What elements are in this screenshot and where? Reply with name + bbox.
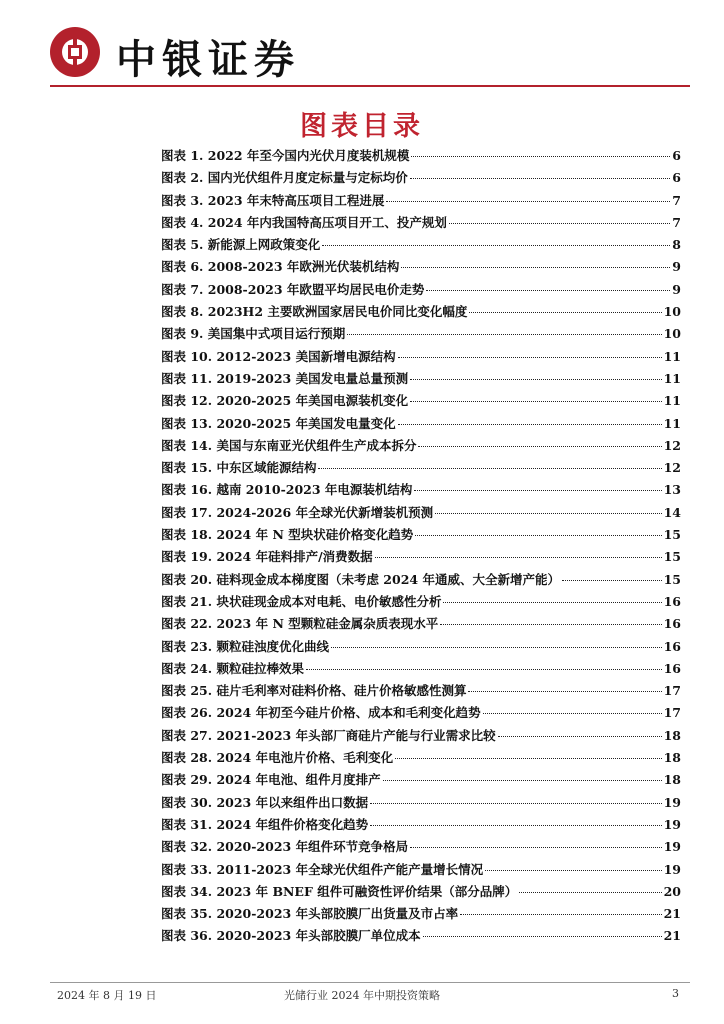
toc-entry-page: 9 bbox=[672, 281, 681, 297]
toc-entry-page: 9 bbox=[672, 259, 681, 275]
toc-entry-label: 图表 29. 2024 年电池、组件月度排产 bbox=[161, 772, 381, 788]
toc-leader-dots bbox=[398, 424, 662, 425]
toc-entry[interactable] bbox=[161, 592, 681, 614]
toc-leader-dots bbox=[485, 870, 662, 871]
toc-entry-label: 图表 26. 2024 年初至今硅片价格、成本和毛利变化趋势 bbox=[161, 705, 481, 721]
toc-leader-dots bbox=[410, 379, 662, 380]
toc-leader-dots bbox=[386, 201, 670, 202]
footer-report-title: 光储行业 2024 年中期投资策略 bbox=[284, 989, 440, 1002]
toc-entry-label: 图表 30. 2023 年以来组件出口数据 bbox=[161, 794, 369, 810]
toc-entry-page: 12 bbox=[663, 460, 681, 476]
toc-leader-dots bbox=[401, 267, 670, 268]
toc-entry-label: 图表 10. 2012-2023 美国新增电源结构 bbox=[161, 348, 396, 364]
toc-entry[interactable] bbox=[161, 391, 681, 413]
toc-entry-label: 图表 32. 2020-2023 年组件环节竞争格局 bbox=[161, 839, 409, 855]
toc-entry-label: 图表 28. 2024 年电池片价格、毛利变化 bbox=[161, 750, 394, 766]
toc-entry-page: 11 bbox=[663, 348, 681, 364]
toc-leader-dots bbox=[410, 401, 662, 402]
toc-entry-label: 图表 34. 2023 年 BNEF 组件可融资性评价结果（部分品牌） bbox=[161, 883, 518, 899]
toc-entry[interactable] bbox=[161, 904, 681, 926]
toc-entry-label: 图表 1. 2022 年至今国内光伏月度装机规模 bbox=[161, 148, 410, 163]
toc-entry-label: 图表 35. 2020-2023 年头部胶膜厂出货量及市占率 bbox=[161, 906, 459, 922]
toc-entry[interactable] bbox=[161, 191, 681, 213]
toc-entry-label: 图表 4. 2024 年内我国特高压项目开工、投产规划 bbox=[161, 214, 447, 230]
toc-leader-dots bbox=[449, 223, 670, 224]
toc-entry-page: 8 bbox=[672, 237, 681, 253]
toc-entry[interactable] bbox=[161, 703, 681, 725]
footer-divider bbox=[50, 982, 690, 983]
toc-entry-page: 21 bbox=[663, 906, 681, 922]
toc-entry-label: 图表 9. 美国集中式项目运行预期 bbox=[161, 326, 346, 342]
toc-entry[interactable] bbox=[161, 547, 681, 569]
toc-leader-dots bbox=[306, 669, 662, 670]
toc-leader-dots bbox=[411, 156, 670, 157]
toc-entry-label: 图表 14. 美国与东南亚光伏组件生产成本拆分 bbox=[161, 437, 417, 453]
toc-entry[interactable] bbox=[161, 369, 681, 391]
toc-leader-dots bbox=[318, 468, 661, 469]
toc-entry[interactable] bbox=[161, 168, 681, 190]
toc-entry-page: 15 bbox=[663, 527, 681, 543]
toc-entry-label: 图表 2. 国内光伏组件月度定标量与定标均价 bbox=[161, 170, 408, 186]
toc-entry-page: 16 bbox=[663, 660, 681, 676]
toc-entry-page: 19 bbox=[663, 861, 681, 877]
toc-entry-label: 图表 19. 2024 年硅料排产/消费数据 bbox=[161, 549, 373, 565]
toc-entry-page: 10 bbox=[663, 304, 681, 320]
toc-entry[interactable] bbox=[161, 436, 681, 458]
toc-entry-label: 图表 15. 中东区域能源结构 bbox=[161, 460, 317, 476]
toc-entry[interactable] bbox=[161, 882, 681, 904]
toc-entry[interactable] bbox=[161, 659, 681, 681]
toc-entry[interactable] bbox=[161, 213, 681, 235]
toc-entry-label: 图表 23. 颗粒硅浊度优化曲线 bbox=[161, 638, 329, 654]
toc-entry[interactable] bbox=[161, 414, 681, 436]
toc-entry[interactable] bbox=[161, 480, 681, 502]
toc-entry-page: 16 bbox=[663, 593, 681, 609]
toc-entry-label: 图表 21. 块状硅现金成本对电耗、电价敏感性分析 bbox=[161, 593, 442, 609]
toc-entry[interactable] bbox=[161, 280, 681, 302]
toc-entry-page: 6 bbox=[672, 170, 681, 186]
toc-entry-page: 7 bbox=[672, 214, 681, 230]
table-of-figures bbox=[161, 146, 681, 949]
toc-entry-page: 11 bbox=[663, 370, 681, 386]
toc-entry-page: 19 bbox=[663, 839, 681, 855]
toc-entry[interactable] bbox=[161, 324, 681, 346]
toc-entry[interactable] bbox=[161, 770, 681, 792]
toc-entry[interactable] bbox=[161, 570, 681, 592]
footer-date: 2024 年 8 月 19 日 bbox=[57, 989, 157, 1002]
toc-entry-page: 19 bbox=[663, 794, 681, 810]
toc-leader-dots bbox=[383, 780, 662, 781]
toc-entry-page: 11 bbox=[663, 393, 681, 409]
toc-entry-label: 图表 6. 2008-2023 年欧洲光伏装机结构 bbox=[161, 259, 400, 275]
toc-entry-page: 15 bbox=[663, 549, 681, 565]
toc-entry[interactable] bbox=[161, 503, 681, 525]
toc-entry-label: 图表 20. 硅料现金成本梯度图（未考虑 2024 年通威、大全新增产能） bbox=[161, 571, 560, 587]
toc-leader-dots bbox=[370, 825, 662, 826]
toc-entry-label: 图表 12. 2020-2025 年美国电源装机变化 bbox=[161, 393, 409, 409]
toc-entry-page: 16 bbox=[663, 616, 681, 632]
toc-entry-page: 12 bbox=[663, 437, 681, 453]
bank-of-china-logo-icon bbox=[50, 27, 100, 77]
toc-leader-dots bbox=[435, 513, 662, 514]
toc-entry[interactable] bbox=[161, 837, 681, 859]
toc-entry-label: 图表 16. 越南 2010-2023 年电源装机结构 bbox=[161, 482, 413, 498]
toc-entry-page: 20 bbox=[663, 883, 681, 899]
toc-entry[interactable] bbox=[161, 146, 681, 168]
toc-entry[interactable] bbox=[161, 302, 681, 324]
toc-entry[interactable] bbox=[161, 748, 681, 770]
toc-entry-page: 11 bbox=[663, 415, 681, 431]
toc-leader-dots bbox=[410, 178, 671, 179]
toc-entry[interactable] bbox=[161, 347, 681, 369]
toc-entry-page: 10 bbox=[663, 326, 681, 342]
toc-entry-page: 21 bbox=[663, 928, 681, 944]
toc-entry[interactable] bbox=[161, 637, 681, 659]
toc-entry-page: 18 bbox=[663, 772, 681, 788]
toc-entry-label: 图表 22. 2023 年 N 型颗粒硅金属杂质表现水平 bbox=[161, 616, 439, 632]
toc-leader-dots bbox=[414, 490, 661, 491]
toc-entry-label: 图表 27. 2021-2023 年头部厂商硅片产能与行业需求比较 bbox=[161, 727, 496, 743]
header-divider bbox=[50, 85, 690, 87]
toc-entry-label: 图表 3. 2023 年末特高压项目工程进展 bbox=[161, 192, 385, 208]
toc-leader-dots bbox=[322, 245, 670, 246]
toc-entry-label: 图表 25. 硅片毛利率对硅料价格、硅片价格敏感性测算 bbox=[161, 683, 467, 699]
toc-entry-label: 图表 11. 2019-2023 美国发电量总量预测 bbox=[161, 370, 409, 386]
toc-entry[interactable] bbox=[161, 614, 681, 636]
toc-entry-page: 13 bbox=[663, 482, 681, 498]
toc-entry-label: 图表 33. 2011-2023 年全球光伏组件产能产量增长情况 bbox=[161, 861, 484, 877]
toc-entry-page: 19 bbox=[663, 816, 681, 832]
toc-entry[interactable] bbox=[161, 681, 681, 703]
toc-leader-dots bbox=[410, 847, 662, 848]
toc-entry[interactable] bbox=[161, 793, 681, 815]
toc-entry-label: 图表 24. 颗粒硅拉棒效果 bbox=[161, 660, 304, 676]
toc-leader-dots bbox=[562, 580, 662, 581]
toc-entry[interactable] bbox=[161, 458, 681, 480]
toc-entry-page: 17 bbox=[663, 683, 681, 699]
toc-entry-page: 18 bbox=[663, 727, 681, 743]
toc-leader-dots bbox=[415, 535, 661, 536]
toc-leader-dots bbox=[375, 557, 662, 558]
toc-leader-dots bbox=[469, 312, 661, 313]
page-title: 图表目录 bbox=[300, 111, 424, 142]
toc-entry-label: 图表 7. 2008-2023 年欧盟平均居民电价走势 bbox=[161, 281, 425, 297]
toc-entry-label: 图表 13. 2020-2025 年美国发电量变化 bbox=[161, 415, 396, 431]
toc-entry-label: 图表 5. 新能源上网政策变化 bbox=[161, 237, 321, 253]
toc-leader-dots bbox=[440, 624, 661, 625]
toc-leader-dots bbox=[426, 290, 670, 291]
toc-entry[interactable] bbox=[161, 815, 681, 837]
toc-entry-page: 7 bbox=[672, 192, 681, 208]
toc-leader-dots bbox=[418, 446, 661, 447]
toc-entry-page: 18 bbox=[663, 750, 681, 766]
toc-leader-dots bbox=[395, 758, 662, 759]
brand-name: 中银证券 bbox=[116, 37, 300, 83]
toc-entry-page: 6 bbox=[672, 148, 681, 163]
toc-leader-dots bbox=[468, 691, 661, 692]
toc-entry-page: 14 bbox=[663, 504, 681, 520]
toc-entry[interactable] bbox=[161, 726, 681, 748]
toc-entry-label: 图表 8. 2023H2 主要欧洲国家居民电价同比变化幅度 bbox=[161, 304, 468, 320]
toc-leader-dots bbox=[370, 803, 662, 804]
toc-entry[interactable] bbox=[161, 235, 681, 257]
toc-leader-dots bbox=[483, 713, 662, 714]
footer-page-number: 3 bbox=[672, 987, 679, 1000]
toc-entry-page: 16 bbox=[663, 638, 681, 654]
toc-entry-label: 图表 18. 2024 年 N 型块状硅价格变化趋势 bbox=[161, 527, 414, 543]
toc-leader-dots bbox=[347, 334, 661, 335]
toc-entry-label: 图表 31. 2024 年组件价格变化趋势 bbox=[161, 816, 369, 832]
page-header bbox=[50, 22, 690, 82]
toc-entry-label: 图表 17. 2024-2026 年全球光伏新增装机预测 bbox=[161, 504, 434, 520]
toc-leader-dots bbox=[443, 602, 661, 603]
toc-leader-dots bbox=[498, 736, 662, 737]
toc-entry[interactable] bbox=[161, 860, 681, 882]
toc-leader-dots bbox=[460, 914, 662, 915]
toc-entry-page: 15 bbox=[663, 571, 681, 587]
toc-leader-dots bbox=[423, 936, 662, 937]
toc-entry-label: 图表 36. 2020-2023 年头部胶膜厂单位成本 bbox=[161, 928, 421, 944]
toc-leader-dots bbox=[331, 647, 662, 648]
toc-entry[interactable] bbox=[161, 926, 681, 948]
toc-entry[interactable] bbox=[161, 257, 681, 279]
toc-entry[interactable] bbox=[161, 525, 681, 547]
toc-entry-page: 17 bbox=[663, 705, 681, 721]
toc-leader-dots bbox=[398, 357, 662, 358]
toc-leader-dots bbox=[519, 892, 661, 893]
